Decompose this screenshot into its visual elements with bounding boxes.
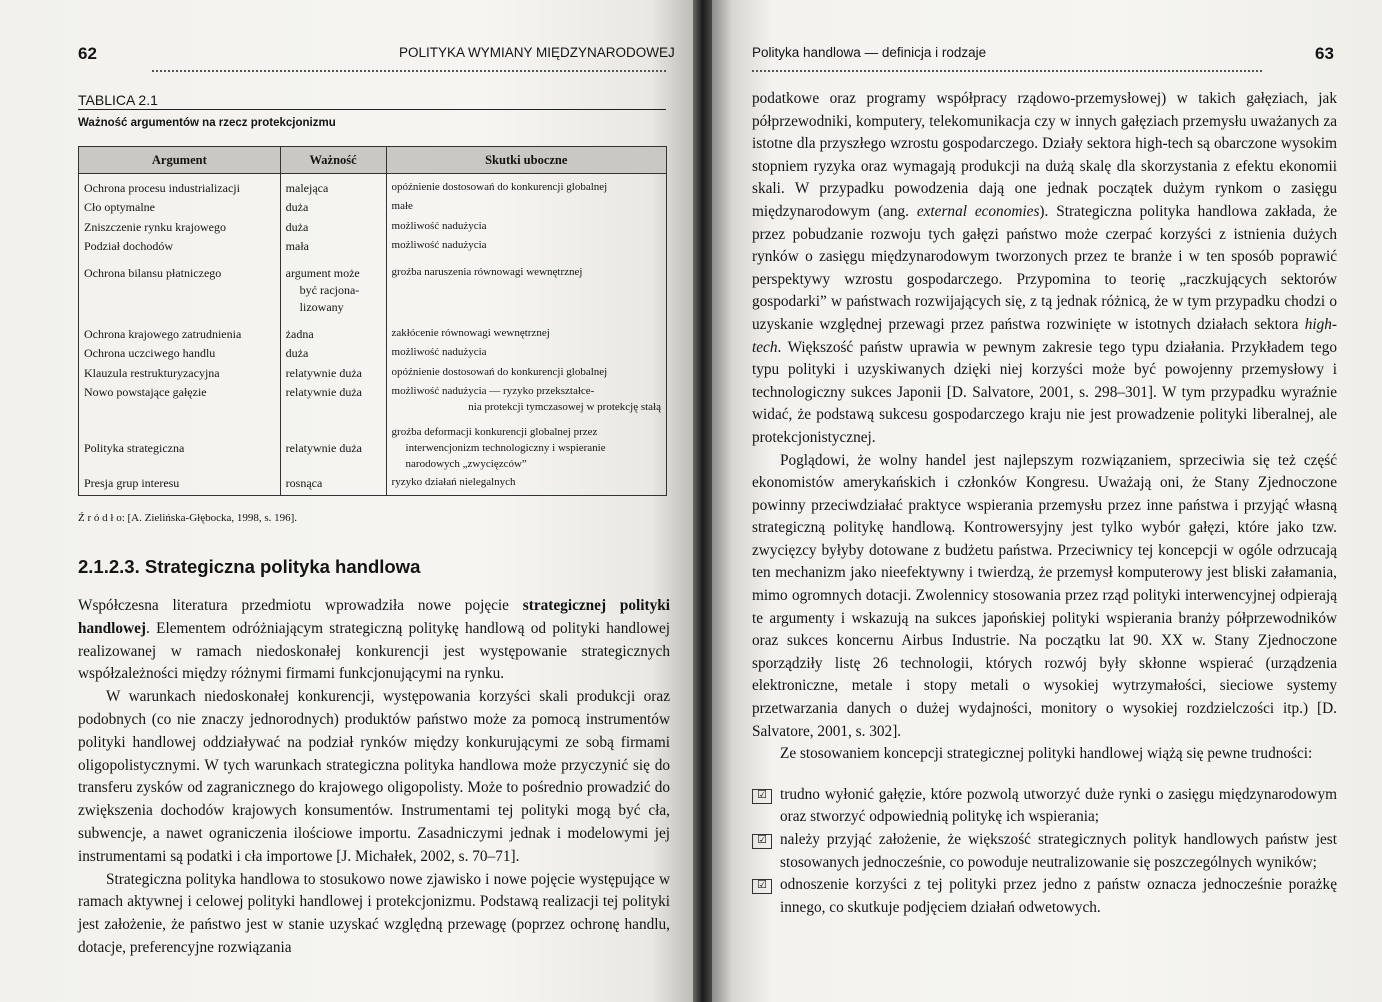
cell-waznosc: rosnąca	[280, 474, 386, 496]
table-row	[79, 237, 667, 256]
text-run: Współczesna literatura przedmiotu wprowadziła nowe pojęcie	[78, 597, 523, 614]
section-heading: 2.1.2.3. Strategiczna polityka handlowa	[78, 556, 421, 577]
cell-waznosc: żadna	[280, 318, 386, 344]
table-row	[79, 218, 667, 237]
cell-skutki: małe	[386, 198, 666, 217]
cell-argument: Ochrona uczciwego handlu	[79, 344, 281, 363]
list-item	[752, 874, 1337, 919]
protectionism-table	[78, 146, 667, 496]
table-label-rule	[78, 109, 666, 110]
italic-term: high-tech	[752, 315, 1337, 356]
bold-term: strategicznej polityki handlowej	[78, 597, 671, 637]
table-row	[79, 417, 667, 474]
list-item	[752, 784, 1337, 829]
cell-argument: Polityka strategiczna	[79, 417, 281, 474]
cell-line: lizowany	[299, 300, 344, 315]
cell-waznosc: duża	[280, 218, 386, 237]
running-head: Polityka handlowa — definicja i rodzaje	[752, 45, 987, 60]
cell-waznosc: mała	[280, 237, 386, 256]
source-note: Ź r ó d ł o: [A. Zielińska-Głębocka, 1998, s. 196].	[78, 512, 298, 524]
cell-argument: Nowo powstające gałęzie	[79, 383, 281, 417]
list-item-text: należy przyjąć założenie, że większość strategicznych polityk handlowych państw jest stosowanych jednocześnie, co powoduje neutralizowanie się poszczególnych wyników;	[780, 831, 1337, 871]
cell-skutki	[386, 417, 666, 474]
body-text-left	[78, 595, 670, 960]
running-head: POLITYKA WYMIANY MIĘDZYNARODOWEJ	[399, 45, 675, 60]
cell-skutki: ryzyko działań nielegalnych	[386, 474, 666, 496]
table-header-cell: Skutki uboczne	[386, 147, 666, 174]
table-row	[79, 198, 667, 217]
list-item-text: trudno wyłonić gałęzie, które pozwolą utworzyć duże rynki o zasięgu międzynarodowym oraz stworzyć odpowiednią politykę ich wspierania;	[780, 785, 1337, 826]
cell-waznosc: malejąca	[280, 174, 386, 199]
cell-argument: Klauzula restrukturyzacyjna	[79, 364, 281, 383]
checkbox-bullet-icon: ☑	[752, 834, 772, 849]
cell-waznosc: duża	[280, 198, 386, 217]
list-item	[752, 829, 1337, 874]
cell-argument: Ochrona procesu industrializacji	[79, 174, 281, 199]
cell-waznosc: relatywnie duża	[280, 417, 386, 474]
paragraph: Strategiczna polityka handlowa to stosukowo nowe zjawisko i nowe pojęcie występujące w ramach aktywnej i celowej polityki handlowej i protekcjonizmu. Podstawą realizacji tej polityki jest założenie, że państwo jest w stanie uzyskać względną przewagę (poprzez ochronę handlu, dotacje, preferencyjne rozwiązania	[78, 870, 670, 956]
cell-skutki: możliwość nadużycia	[386, 344, 666, 363]
cell-skutki: możliwość nadużycia	[386, 237, 666, 256]
cell-line: nia protekcji tymczasowej w protekcję stałą	[468, 400, 661, 413]
paragraph: Poglądowi, że wolny handel jest najlepszym rozwiązaniem, sprzeciwia się też część ekonomistów amerykańskich i członków Kongresu. Uważają oni, że Stany Zjednoczone powinny przeciwdziałać praktyce wspierania przemysłu przez inne państwa i przyjąć własną strategiczną politykę handlową. Kontrowersyjny jest tylko wybór gałęzi, które jako tzw. zwycięzcy byłyby dotowane z budżetu państwa. Przeciwnicy tej koncepcji w ogóle odrzucają ten mechanizm jako nieefektywny i twierdzą, że przemysł komputerowy jest bliski załamania, mimo ogromnych dotacji. Zwolennicy stosowania przez rząd polityki interwencyjnej odpierają te argumenty i wskazują na sukces japońskiej polityki wspierania branży półprzewodników oraz sukces koncernu Airbus Industrie. Na początku lat 90. XX w. Stany Zjednoczone sporządziły listę 26 technologii, których rozwój były skłonne wspierać (urządzenia elektroniczne, metale i stopy metali o wysokiej wytrzymałości, sieciowe systemy przetwarzania danych o dużej wydajności, monitory o wysokiej rozdzielczości itp.) [D. Salvatore, 2001, s. 302].	[752, 451, 1337, 740]
table-header-cell: Ważność	[280, 147, 386, 174]
italic-term: external economies	[916, 202, 1040, 220]
page-number: 63	[1315, 44, 1334, 63]
table-row	[79, 344, 667, 363]
paragraph	[752, 88, 1337, 450]
checkbox-bullet-icon: ☑	[752, 879, 772, 894]
cell-line: argument może	[285, 265, 360, 280]
page-number: 62	[78, 44, 97, 63]
table-row	[79, 174, 667, 199]
cell-skutki: możliwość nadużycia	[386, 218, 666, 237]
text-run: ). Strategiczna polityka handlowa zakłada, że przez pobudzanie rozwoju tych gałęzi państwo może czerpać korzyści z istnienia dużych rynków o zasięgu międzynarodowym tworzonych przez te branże i w ten sposób poprawić perspektywy wzrostu gospodarczego. Przypomina to teorię „raczkujących sektorów gospodarki” w państwach rozwijających się, z tą jednak różnicą, że w tym przypadku chodzi o uzyskanie względnej przewagi przez państwa rozwinięte w istotnych działach sektora	[752, 202, 1337, 333]
cell-waznosc: relatywnie duża	[280, 364, 386, 383]
paragraph	[78, 595, 670, 686]
cell-argument: Zniszczenie rynku krajowego	[79, 218, 281, 237]
cell-line: być racjona-	[299, 282, 360, 297]
text-run: podatkowe oraz programy współpracy rządowo-przemysłowej) w takich gałęziach, jak półprzewodniki, komputery, telekomunikacja czy w innych gałęziach przemysłu uważanych za istotne dla przyszłego wzrostu gospodarczego. Działy sektora high-tech są obarczone wysokim stopniem ryzyka oraz wymagają produkcji na dużą skalę dla skorzystania z efektu ekonomii skali. W przypadku powodzenia dają one jednak początek dużym rynkom o zasięgu międzynarodowym (ang.	[752, 90, 1337, 220]
cell-skutki: zakłócenie równowagi wewnętrznej	[386, 318, 666, 344]
cell-argument: Cło optymalne	[79, 198, 281, 217]
header-dotted-rule	[152, 70, 666, 72]
cell-skutki: groźba naruszenia równowagi wewnętrznej	[386, 257, 666, 318]
table-label: TABLICA 2.1	[78, 92, 158, 108]
header-dotted-rule	[752, 70, 1262, 72]
list-item-text: odnoszenie korzyści z tej polityki przez jedno z państw oznacza jednocześnie porażkę innego, co skutkuje podjęciem działań odwetowych.	[780, 876, 1337, 916]
table-row	[79, 364, 667, 383]
cell-argument: Ochrona krajowego zatrudnienia	[79, 318, 281, 344]
text-run: . Większość państw uprawia w pewnym zakresie tego typu działania. Przykładem tego typu polityki i uzyskiwanych dzięki niej korzyści może być powojenny przemysłowy i technologiczny sukces Japonii [D. Salvatore, 2001, s. 298–301]. W tym przypadku wyraźnie widać, że podstawą sukcesu gospodarczego kraju nie jest prowadzenie polityki liberalnej, ale protekcjonistycznej.	[752, 338, 1337, 446]
paragraph: Ze stosowaniem koncepcji strategicznej polityki handlowej wiążą się pewne trudności:	[780, 745, 1313, 763]
book-gutter	[693, 0, 712, 1002]
table-header-cell: Argument	[79, 147, 281, 174]
cell-skutki	[386, 383, 666, 417]
cell-line: interwencjonizm technologiczny i wspieranie	[405, 441, 606, 454]
cell-waznosc	[280, 257, 386, 318]
checkbox-bullet-icon: ☑	[752, 789, 772, 804]
cell-skutki: opóźnienie dostosowań do konkurencji globalnej	[386, 174, 666, 199]
cell-waznosc: duża	[280, 344, 386, 363]
table-caption: Ważność argumentów na rzecz protekcjonizmu	[78, 117, 336, 129]
cell-line: groźba deformacji konkurencji globalnej przez	[391, 425, 598, 438]
cell-argument: Presja grup interesu	[79, 474, 281, 496]
table-row	[79, 318, 667, 344]
paragraph: W warunkach niedoskonałej konkurencji, występowania korzyści skali produkcji oraz podobnych (co nie znaczy jednorodnych) produktów państwo może za pomocą instrumentów polityki handlowej oddziaływać na podział rynków między konkurującymi ze sobą firmami oligopolistycznymi. W tych warunkach strategiczna polityka handlowa może przyczynić się do transferu zysków od zagranicznego do krajowego oligopolisty. Może to pośrednio prowadzić do zwiększenia dochodów krajowych konsumentów. Instrumentami tej polityki mogą być cła, subwencje, a nawet ograniczenia ilościowe importu. Zasadniczymi jednak i modelowymi jej instrumentami są podatki i cła importowe [J. Michałek, 2002, s. 70–71].	[78, 688, 670, 865]
cell-waznosc: relatywnie duża	[280, 383, 386, 417]
cell-line: narodowych „zwycięzców”	[405, 457, 527, 470]
table-row	[79, 257, 667, 318]
cell-line: możliwość nadużycia — ryzyko przekształce-	[391, 384, 595, 397]
table-header-row	[79, 147, 667, 174]
cell-skutki: opóźnienie dostosowań do konkurencji globalnej	[386, 364, 666, 383]
cell-argument: Ochrona bilansu płatniczego	[79, 257, 281, 318]
cell-argument: Podział dochodów	[79, 237, 281, 256]
table-row	[79, 474, 667, 496]
text-run: . Elementem odróżniającym strategiczną politykę handlową od polityki handlowej realizowanej w ramach niedoskonałej konkurencji jest występowanie strategicznych współzależności między różnymi firmami funkcjonującymi na rynku.	[78, 619, 670, 683]
table-row	[79, 383, 667, 417]
body-text-right	[752, 88, 1337, 919]
